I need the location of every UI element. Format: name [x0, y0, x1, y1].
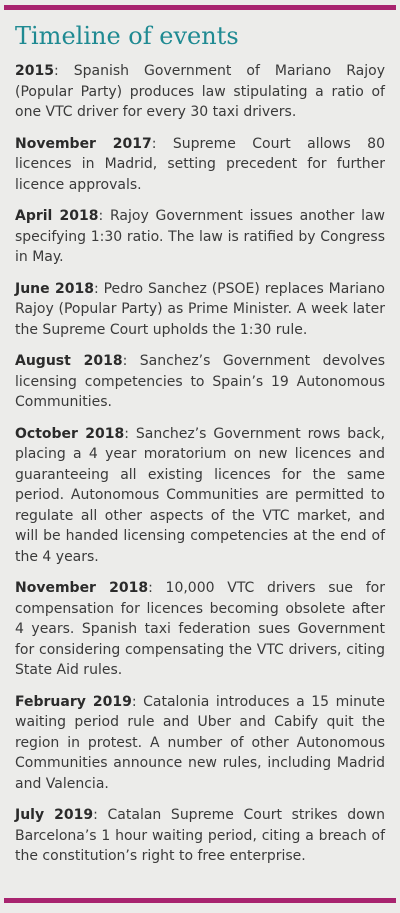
event-item: October 2018: Sanchez’s Government rows back, placing a 4 year moratorium on new licences and guaranteeing all existing licences for the same period. Autonomous Communities are permitted to regulate all other aspects of the VTC market, and will be handed licensing competencies at the end of the 4 years.: [15, 425, 385, 565]
event-item: February 2019: Catalonia introduces a 15 minute waiting period rule and Uber and Cabify quit the region in protest. A number of other Autonomous Communities announce new rules, including Madrid and Valencia.: [15, 693, 386, 792]
event-text: 10,000 VTC drivers sue for compensation for licences becoming obsolete after 4 years. Spanish taxi federation sues Government for considering compensating the VTC drivers, citing State Aid rules.: [15, 580, 385, 678]
event-text: Rajoy Government issues another law specifying 1:30 ratio. The law is ratified by Congress in May.: [15, 208, 386, 265]
event-item: November 2018: 10,000 VTC drivers sue for compensation for licences becoming obsolete after 4 years. Spanish taxi federation sues Government for considering compensating the VTC drivers, citing State Aid rules.: [15, 580, 385, 678]
bottom-divider: [4, 898, 396, 903]
event-date: June 2018: [15, 280, 94, 297]
event-text: Spanish Government of Mariano Rajoy (Popular Party) produces law stipulating a ratio of one VTC driver for every 30 taxi drivers.: [15, 63, 385, 120]
event-item: November 2017: Supreme Court allows 80 licences in Madrid, setting precedent for further licence approvals.: [15, 135, 385, 193]
event-item: 2015: Spanish Government of Mariano Rajoy (Popular Party) produces law stipulating a ratio of one VTC driver for every 30 taxi drivers.: [15, 63, 385, 120]
event-date: 2015: [15, 63, 54, 79]
event-item: July 2019: Catalan Supreme Court strikes down Barcelona’s 1 hour waiting period, citing a breach of the constitution’s right to free enterprise.: [15, 807, 385, 864]
event-text: Sanchez’s Government devolves licensing competencies to Spain’s 19 Autonomous Communities.: [15, 353, 386, 410]
event-item: August 2018: Sanchez’s Government devolves licensing competencies to Spain’s 19 Autonomous Communities.: [15, 353, 386, 410]
event-date: November 2017: [15, 135, 152, 152]
panel-title: Timeline of events: [15, 22, 239, 50]
event-date: November 2018: [15, 580, 149, 596]
event-text: Catalan Supreme Court strikes down Barcelona’s 1 hour waiting period, citing a breach of the constitution’s right to free enterprise.: [15, 807, 385, 864]
top-divider: [4, 5, 396, 10]
event-date: October 2018: [15, 425, 125, 442]
event-item: April 2018: Rajoy Government issues another law specifying 1:30 ratio. The law is ratified by Congress in May.: [15, 208, 386, 265]
event-text: Catalonia introduces a 15 minute waiting period rule and Uber and Cabify quit the region in protest. A number of other Autonomous Communities announce new rules, including Madrid and Valencia.: [15, 693, 386, 792]
event-text: Supreme Court allows 80 licences in Madrid, setting precedent for further licence approvals.: [15, 135, 385, 193]
event-item: June 2018: Pedro Sanchez (PSOE) replaces Mariano Rajoy (Popular Party) as Prime Minister. A week later the Supreme Court upholds the 1:30 rule.: [15, 280, 386, 338]
event-date: April 2018: [15, 208, 99, 224]
event-list: [15, 61, 385, 878]
event-text: Sanchez’s Government rows back, placing a 4 year moratorium on new licences and guaranteeing all existing licences for the same period. Autonomous Communities are permitted to regulate all other aspects of the VTC market, and will be handed licensing competencies at the end of the 4 years.: [15, 425, 385, 565]
event-date: July 2019: [15, 807, 94, 823]
event-date: February 2019: [15, 693, 132, 710]
event-date: August 2018: [15, 353, 123, 369]
event-text: Pedro Sanchez (PSOE) replaces Mariano Rajoy (Popular Party) as Prime Minister. A week later the Supreme Court upholds the 1:30 rule.: [15, 280, 386, 338]
